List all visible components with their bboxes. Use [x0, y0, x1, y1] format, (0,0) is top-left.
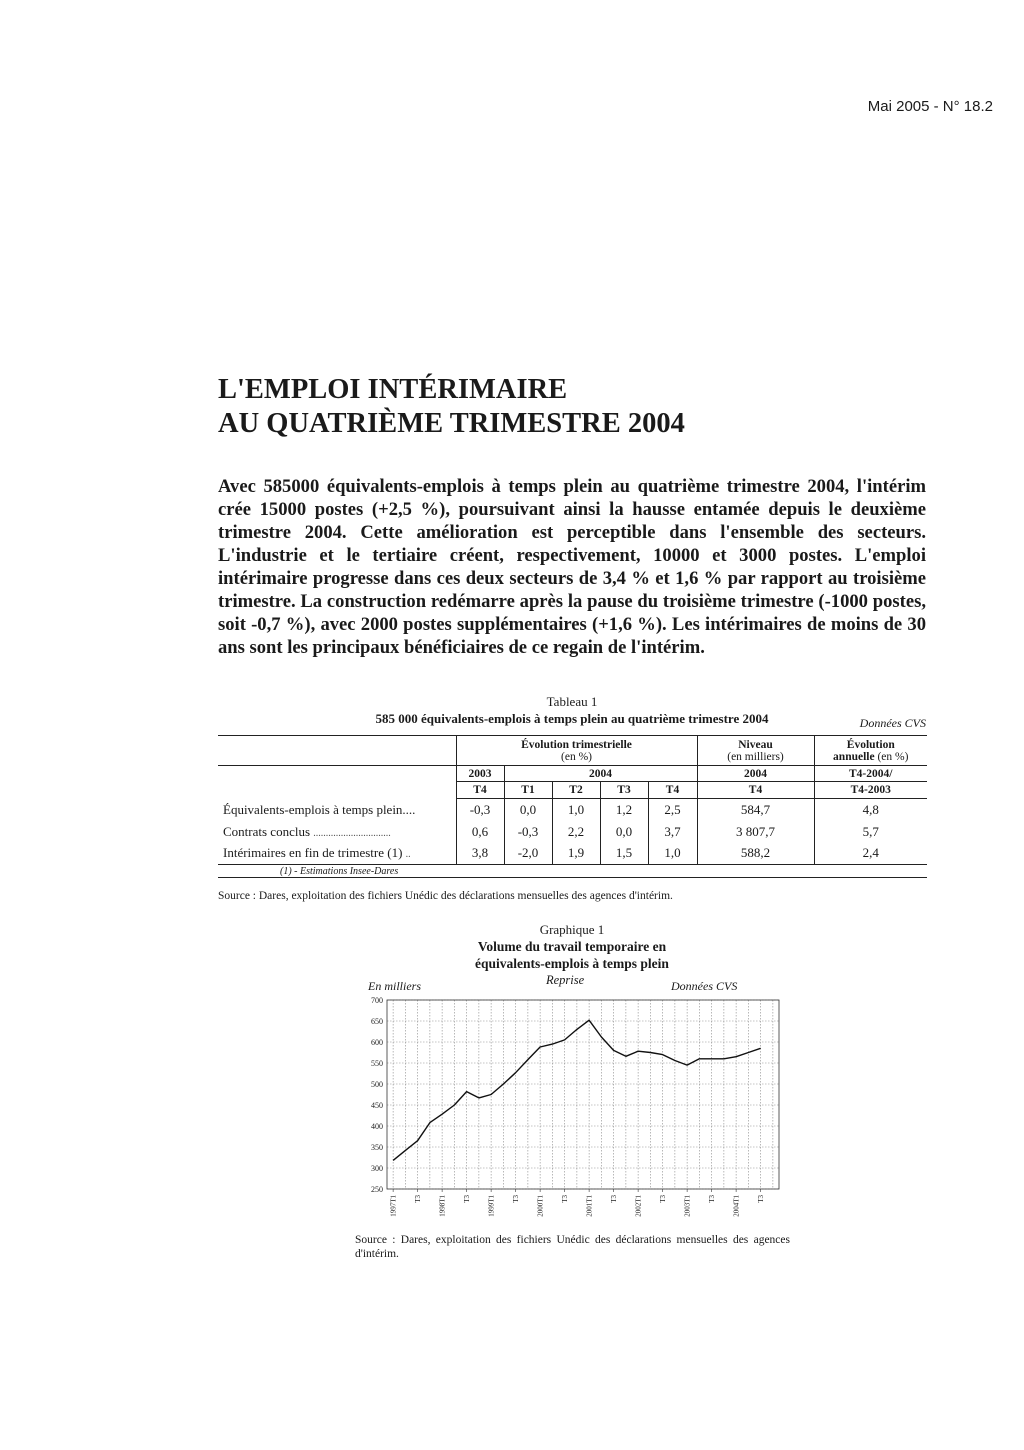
table-note: Données CVS — [859, 716, 926, 730]
graph-annotation: Reprise — [546, 973, 585, 987]
x-tick-label: T3 — [708, 1195, 717, 1203]
cell-value: -0,3 — [504, 821, 552, 843]
header-evol-trim: Évolution trimestrielle (en %) — [456, 736, 697, 766]
table-row — [218, 799, 927, 821]
x-tick-label: 2002T1 — [634, 1195, 643, 1217]
cell-level: 584,7 — [697, 799, 814, 821]
x-tick-label: T3 — [561, 1195, 570, 1203]
x-tick-label: 2004T1 — [732, 1195, 741, 1217]
table-number: Tableau 1 — [546, 694, 598, 709]
header-quarter: T2 — [552, 782, 600, 799]
graph-note: Données CVS — [671, 979, 738, 993]
lead-paragraph: Avec 585000 équivalents-emplois à temps plein au quatrième trimestre 2004, l'intérim crée 15000 postes (+2,5 %), poursuivant ainsi la hausse entamée depuis le deuxième trimestre 2004. Cette amélioration est perceptible dans l'ensemble des secteurs. L'industrie et le tertiaire créent, respectivement, 10000 et 3000 postes. L'emploi intérimaire progresse dans ces deux secteurs de 3,4 % et 1,6 % par rapport au troisième trimestre. La construction redémarre après la pause du troisième trimestre (-1000 postes, soit -0,7 %), avec 2000 postes supplémentaires (+1,6 %). Les intérimaires de moins de 30 ans sont les principaux bénéficiaires de ce regain de l'intérim. — [218, 476, 926, 658]
x-tick-label: 1997T1 — [389, 1195, 398, 1217]
y-tick-label: 550 — [371, 1059, 383, 1068]
header-evol-period: T4-2004/ — [814, 766, 927, 782]
graph-source: Source : Dares, exploitation des fichiers Unédic des déclarations mensuelles des agences d'intérim. — [355, 1234, 790, 1260]
table-row — [218, 843, 927, 865]
cell-value: 1,2 — [600, 799, 648, 821]
graph-number: Graphique 1 — [539, 922, 605, 937]
header-year-2003: 2003 — [456, 766, 504, 782]
cell-annual: 2,4 — [814, 843, 927, 865]
y-tick-label: 400 — [371, 1122, 383, 1131]
header-quarter: T4 — [648, 782, 697, 799]
header-evol-annuelle: Évolution annuelle (en %) — [814, 736, 927, 766]
header-quarter: T4 — [456, 782, 504, 799]
x-tick-label: T3 — [659, 1195, 668, 1203]
y-tick-label: 250 — [371, 1185, 383, 1194]
row-label: Équivalents-emplois à temps plein.... — [223, 801, 416, 817]
table-footnote: (1) - Estimations Insee-Dares — [280, 865, 399, 877]
y-tick-label: 450 — [371, 1101, 383, 1110]
x-tick-label: T3 — [463, 1195, 472, 1203]
cell-value: 1,9 — [552, 843, 600, 865]
cell-level: 588,2 — [697, 843, 814, 865]
x-tick-label: 2001T1 — [585, 1195, 594, 1217]
header-year-2004: 2004 — [504, 766, 697, 782]
graph-unit: En milliers — [368, 979, 421, 993]
y-tick-label: 600 — [371, 1038, 383, 1047]
cell-value: 1,5 — [600, 843, 648, 865]
issue-reference: Mai 2005 - N° 18.2 — [867, 98, 993, 115]
x-tick-label: T3 — [757, 1195, 766, 1203]
header-quarter: T3 — [600, 782, 648, 799]
table-row — [218, 821, 927, 843]
title-line-1: L'EMPLOI INTÉRIMAIRE — [218, 374, 568, 405]
cell-value: 3,8 — [456, 843, 504, 865]
header-quarter: T1 — [504, 782, 552, 799]
cell-value: 1,0 — [552, 799, 600, 821]
header-evol-period-2: T4-2003 — [814, 782, 927, 799]
y-tick-label: 350 — [371, 1143, 383, 1152]
header-blank — [218, 736, 456, 766]
page-title — [218, 373, 938, 441]
cell-level: 3 807,7 — [697, 821, 814, 843]
header-blank-2 — [218, 766, 456, 799]
cell-value: -0,3 — [456, 799, 504, 821]
cell-value: 0,6 — [456, 821, 504, 843]
cell-value: -2,0 — [504, 843, 552, 865]
row-label: Contrats conclus ............................... — [223, 823, 391, 839]
table-source: Source : Dares, exploitation des fichiers Unédic des déclarations mensuelles des agences d'intérim. — [218, 890, 673, 902]
table-title: 585 000 équivalents-emplois à temps plein au quatrième trimestre 2004 — [375, 711, 769, 726]
header-niveau-year: 2004 — [697, 766, 814, 782]
x-tick-label: T3 — [414, 1195, 423, 1203]
title-line-2: AU QUATRIÈME TRIMESTRE 2004 — [218, 408, 685, 439]
y-tick-label: 500 — [371, 1080, 383, 1089]
cell-annual: 4,8 — [814, 799, 927, 821]
y-tick-label: 300 — [371, 1164, 383, 1173]
y-tick-label: 700 — [371, 996, 383, 1005]
row-label: Intérimaires en fin de trimestre (1) .. — [223, 845, 411, 861]
graph-title: Volume du travail temporaire en équivalents-emplois à temps plein — [475, 939, 669, 971]
data-table — [218, 735, 927, 878]
x-tick-label: T3 — [512, 1195, 521, 1203]
cell-annual: 5,7 — [814, 821, 927, 843]
cell-value: 3,7 — [648, 821, 697, 843]
header-niveau-quarter: T4 — [697, 782, 814, 799]
cell-value: 2,5 — [648, 799, 697, 821]
line-chart — [355, 992, 785, 1232]
cell-value: 0,0 — [504, 799, 552, 821]
header-niveau: Niveau (en milliers) — [697, 736, 814, 766]
cell-value: 2,2 — [552, 821, 600, 843]
plot-frame — [387, 1000, 779, 1189]
x-tick-label: 2000T1 — [536, 1195, 545, 1217]
x-tick-label: 1999T1 — [487, 1195, 496, 1217]
x-tick-label: T3 — [610, 1195, 619, 1203]
cell-value: 0,0 — [600, 821, 648, 843]
x-tick-label: 2003T1 — [683, 1195, 692, 1217]
x-tick-label: 1998T1 — [438, 1195, 447, 1217]
y-tick-label: 650 — [371, 1017, 383, 1026]
cell-value: 1,0 — [648, 843, 697, 865]
